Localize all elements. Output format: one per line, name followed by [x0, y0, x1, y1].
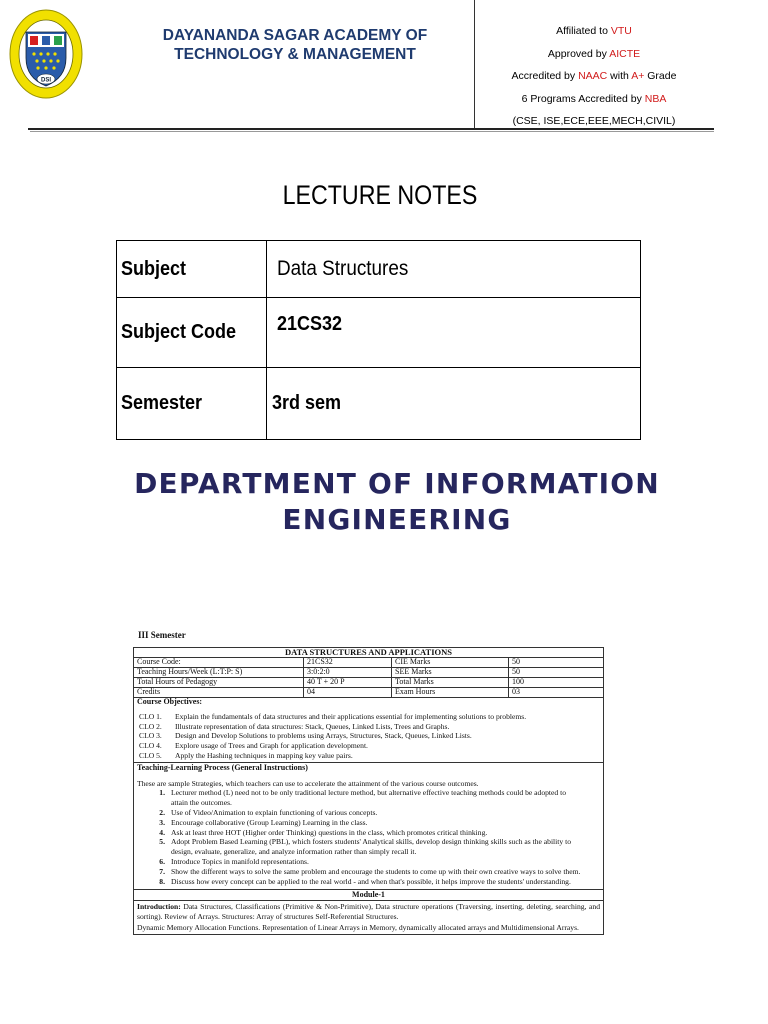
semester-label-text: Semester: [121, 392, 203, 414]
accreditation-suffix: Grade: [644, 70, 677, 82]
objective-text: Design and Develop Solutions to problems using Arrays, Structures, Stack, Queues, Linked Lists.: [175, 731, 472, 741]
strategy-text: Introduce Topics in manifold representations.: [171, 856, 309, 866]
subject-label: [117, 241, 267, 298]
strategy-number: 8.: [159, 876, 165, 886]
course-details-table: [133, 647, 604, 698]
header-rule-shadow: [30, 131, 714, 132]
course-cell: 3:0:2:0: [304, 668, 392, 678]
approval-prefix: Approved by: [547, 47, 610, 60]
subject-code-label-text: Subject Code: [121, 321, 237, 343]
objective-label: CLO 1.: [139, 711, 162, 721]
strategy-number: 3.: [159, 817, 165, 827]
objective-item: [134, 741, 603, 751]
objective-label: CLO 4.: [139, 741, 162, 751]
module-description-2: Dynamic Memory Allocation Functions. Representation of Linear Arrays in Memory, dynamically allocated arrays and Multidimensional Arrays.: [137, 922, 579, 932]
semester-label: [117, 368, 267, 440]
programs-prefix: 6 Programs Accredited by: [521, 92, 645, 105]
semester-value: [267, 368, 641, 440]
objective-item: [134, 712, 603, 722]
course-cell: Total Marks: [392, 678, 509, 688]
course-cell: SEE Marks: [392, 668, 509, 678]
teaching-learning-title: Teaching-Learning Process (General Instructions): [137, 762, 308, 772]
course-cell: 04: [304, 688, 392, 698]
module-title: Module-1: [134, 889, 603, 901]
objective-text: Explore usage of Trees and Graph for application development.: [175, 741, 368, 751]
header-rule: [28, 128, 714, 130]
objective-label: CLO 3.: [139, 731, 162, 741]
strategy-item: [154, 828, 583, 838]
course-objectives-panel: [133, 697, 604, 935]
strategy-text: Lecturer method (L) need not to be only traditional lecture method, but alternative effective teaching methods could be adopted to attain the outcomes.: [171, 788, 567, 808]
course-title-row: [134, 648, 604, 658]
course-cell: 50: [509, 658, 604, 668]
dsi-seal-icon: [8, 8, 84, 100]
course-cell: 40 T + 20 P: [304, 678, 392, 688]
subject-code-row: [117, 298, 641, 368]
subject-code-value-text: 21CS32: [277, 313, 343, 335]
strategy-number: 2.: [159, 807, 165, 817]
course-cell: 50: [509, 668, 604, 678]
teaching-learning-list: [134, 788, 603, 886]
department-heading: [100, 466, 694, 538]
course-row: [134, 658, 604, 668]
semester-value-text: 3rd sem: [272, 392, 342, 414]
strategy-number: 4.: [159, 827, 165, 837]
strategy-item: [154, 857, 583, 867]
syllabus-semester-label: III Semester: [138, 630, 186, 640]
strategy-text: Use of Video/Animation to explain functioning of various concepts.: [171, 807, 378, 817]
programs-line: [476, 88, 712, 111]
strategy-number: 6.: [159, 856, 165, 866]
syllabus-scan: [128, 628, 608, 1024]
subject-label-text: Subject: [121, 257, 187, 280]
objective-text: Explain the fundamentals of data structures and their applications essential for implementing solutions to problems.: [175, 711, 527, 721]
course-cell: Credits: [134, 688, 304, 698]
strategy-number: 1.: [159, 788, 165, 798]
course-cell: Course Code:: [134, 658, 304, 668]
strategy-text: Adopt Problem Based Learning (PBL), which fosters students' Analytical skills, develop design thinking skills such as the ability to design, evaluate, generalize, and analyze information rather than simply recall it.: [171, 837, 571, 857]
accreditation-block: [476, 20, 712, 133]
department-line1: DEPARTMENT OF INFORMATION: [134, 467, 660, 500]
subject-row: [117, 241, 641, 298]
accreditation-mid: with: [607, 70, 632, 82]
accreditation-line: [476, 65, 712, 88]
institution-name-line1: DAYANANDA SAGAR ACADEMY OF: [162, 27, 428, 44]
institution-logo: [8, 8, 84, 100]
strategy-item: [154, 808, 583, 818]
subject-value-text: Data Structures: [277, 257, 409, 280]
objective-text: Apply the Hashing techniques in mapping key value pairs.: [175, 750, 353, 760]
course-row: [134, 668, 604, 678]
subject-value: [267, 241, 641, 298]
approval-value: AICTE: [609, 47, 641, 60]
strategy-text: Ask at least three HOT (Higher order Thinking) questions in the class, which promotes critical thinking.: [171, 827, 488, 837]
strategy-text: Discuss how every concept can be applied to the real world - and when that's possible, it helps improve the students' understanding.: [171, 876, 571, 886]
strategy-item: [154, 867, 583, 877]
course-cell: Teaching Hours/Week (L:T:P: S): [134, 668, 304, 678]
institution-name: [120, 26, 470, 64]
header-divider: [474, 0, 475, 128]
affiliation-value: VTU: [610, 25, 632, 37]
strategy-item: [154, 818, 583, 828]
strategy-text: Show the different ways to solve the same problem and encourage the students to come up with their own creative ways to solve them.: [171, 866, 581, 876]
programs-list: (CSE, ISE,ECE,EEE,MECH,CIVIL): [512, 115, 676, 127]
strategy-item: [154, 788, 583, 808]
subject-info-table: [116, 240, 641, 440]
strategy-number: 7.: [159, 866, 165, 876]
course-objectives-title: Course Objectives:: [137, 697, 203, 706]
module-description: [134, 901, 603, 923]
svg-text:DSI: DSI: [40, 77, 52, 84]
objective-label: CLO 5.: [139, 750, 162, 760]
affiliation-prefix: Affiliated to: [556, 25, 611, 37]
affiliation-line: [476, 20, 712, 43]
objective-item: [134, 751, 603, 761]
objective-label: CLO 2.: [139, 721, 162, 731]
course-title: DATA STRUCTURES AND APPLICATIONS: [134, 648, 604, 658]
module-intro-text: Data Structures, Classifications (Primitive & Non-Primitive), Data structure operations (Traversing, inserting, deleting, searching, and sorting). Review of Arrays. Structures: Array of structures Self-Referential Structures.: [137, 902, 600, 922]
accreditation-prefix: Accredited by: [511, 70, 579, 82]
strategy-item: [154, 837, 583, 857]
objective-item: [134, 722, 603, 732]
subject-code-value: [267, 298, 641, 368]
course-cell: Total Hours of Pedagogy: [134, 678, 304, 688]
course-row: [134, 688, 604, 698]
page-title: LECTURE NOTES: [282, 180, 478, 210]
subject-code-label: [117, 298, 267, 368]
programs-value: NBA: [644, 92, 667, 105]
course-cell: 03: [509, 688, 604, 698]
course-cell: 21CS32: [304, 658, 392, 668]
course-cell: Exam Hours: [392, 688, 509, 698]
semester-row: [117, 368, 641, 440]
accreditation-naac: NAAC: [578, 70, 608, 82]
strategy-item: [154, 877, 583, 887]
course-cell: CIE Marks: [392, 658, 509, 668]
module-intro-label: Introduction:: [137, 902, 181, 912]
objective-item: [134, 731, 603, 741]
approval-line: [476, 43, 712, 66]
course-cell: 100: [509, 678, 604, 688]
objective-text: Illustrate representation of data structures: Stack, Queues, Linked Lists, Trees and Graphs.: [175, 721, 450, 731]
strategy-text: Encourage collaborative (Group Learning) Learning in the class.: [171, 817, 368, 827]
institution-name-line2: TECHNOLOGY & MANAGEMENT: [174, 46, 416, 63]
course-row: [134, 678, 604, 688]
strategy-number: 5.: [159, 837, 165, 847]
accreditation-grade: A+: [631, 70, 645, 82]
department-line2: ENGINEERING: [282, 503, 512, 536]
teaching-learning-intro: These are sample Strategies, which teachers can use to accelerate the attainment of the various course outcomes.: [137, 778, 479, 788]
